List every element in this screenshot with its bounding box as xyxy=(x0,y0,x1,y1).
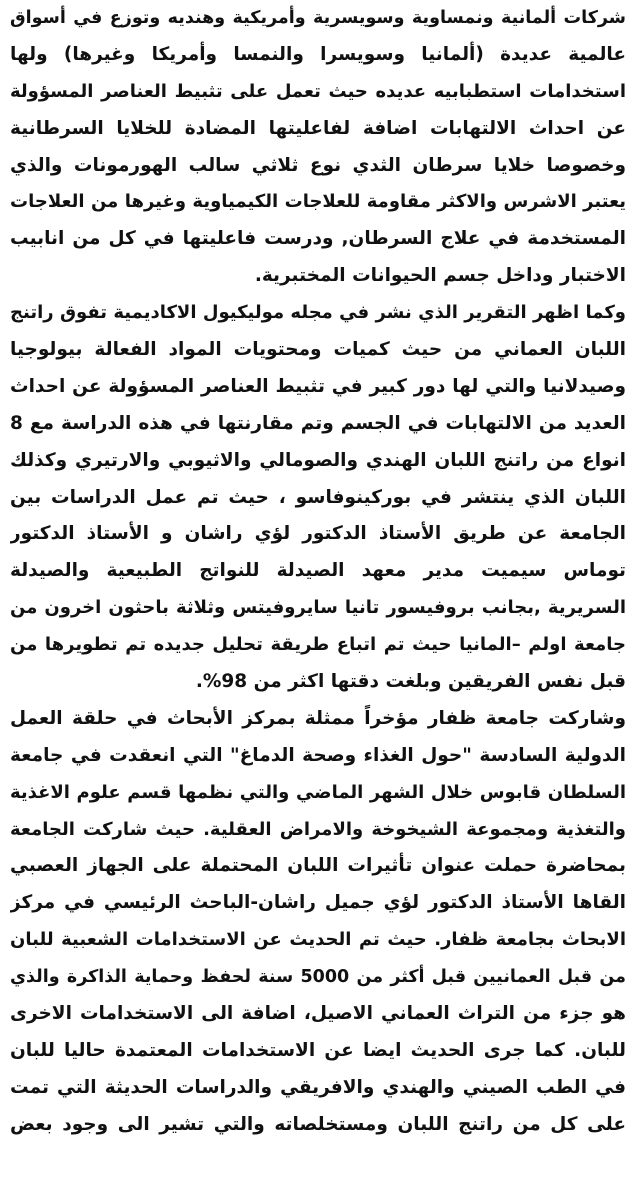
text-line-15: الجامعة عن طريق الأستاذ الدكتور لؤي راشان و الأستاذ الدكتور xyxy=(10,523,626,545)
text-line-3: استخدامات استطبابيه عديده حيث تعمل على تثبيط العناصر المسؤولة xyxy=(10,80,626,102)
text-line-1: شركات ألمانية ونمساوية وسويسرية وأمريكية وهنديه وتوزع في أسواق xyxy=(10,8,626,28)
text-line-7: المستخدمة في علاج السرطان, ودرست فاعليتها في كل من انابيب xyxy=(10,228,626,250)
article-body xyxy=(10,0,626,1144)
text-line-23: والتغذية ومجموعة الشيخوخة والامراض العقلية. حيث شاركت الجامعة xyxy=(10,818,626,840)
text-line-8: الاختبار وداخل جسم الحيوانات المختبرية. xyxy=(254,265,626,287)
text-line-29: للبان. كما جرى الحديث ايضا عن الاستخدامات المعتمدة حاليا للبان xyxy=(10,1039,626,1061)
text-line-18: جامعة اولم –المانيا حيث تم اتباع طريقة تحليل جديده تم تطويرها من xyxy=(10,634,626,656)
text-line-14: اللبان الذي ينتشر في بوركينوفاسو ، حيث تم عمل الدراسات بين xyxy=(10,486,626,508)
text-line-19: قبل نفس الفريقين وبلغت دقتها اكثر من 98%. xyxy=(195,671,626,693)
text-line-26: الابحاث بجامعة ظفار. حيث تم الحديث عن الاستخدامات الشعبية للبان xyxy=(10,929,626,951)
text-line-17: السريرية ,بجانب بروفيسور تانيا سايروفيتس وثلاثة باحثون اخرون من xyxy=(10,597,626,619)
text-line-31: على كل من راتنج اللبان ومستخلصاته والتي تشير الى وجود بعض xyxy=(10,1113,626,1135)
text-line-22: السلطان قابوس خلال الشهر الماضي والتي نظمها قسم علوم الاغذية xyxy=(10,781,626,803)
text-line-6: يعتبر الاشرس والاكثر مقاومة للعلاجات الكيمياوية وغيرها من العلاجات xyxy=(10,191,626,213)
text-line-25: القاها الأستاذ الدكتور لؤي جميل راشان-الباحث الرئيسي في مركز xyxy=(10,892,626,914)
text-line-4: عن احداث الالتهابات اضافة لفاعليتها المضادة للخلايا السرطانية xyxy=(10,117,626,139)
text-line-16: توماس سيميت مدير معهد الصيدلة للنواتج الطبيعية والصيدلة xyxy=(10,560,626,582)
text-line-21: الدولية السادسة "حول الغذاء وصحة الدماغ" التي انعقدت في جامعة xyxy=(10,744,626,766)
text-line-11: وصيدلانيا والتي لها دور كبير في تثبيط العناصر المسؤولة عن احداث xyxy=(10,375,626,397)
text-line-12: العديد من الالتهابات في الجسم وتم مقارنتها في هذه الدراسة مع 8 xyxy=(10,412,626,434)
text-line-10: اللبان العماني من حيث كميات ومحتويات المواد الفعالة بيولوجيا xyxy=(10,339,626,361)
text-line-24: بمحاضرة حملت عنوان تأثيرات اللبان المحتملة على الجهاز العصبي xyxy=(10,855,626,877)
text-line-5: وخصوصا خلايا سرطان الثدي نوع ثلاثي سالب الهورمونات والذي xyxy=(10,154,626,176)
text-line-20: وشاركت جامعة ظفار مؤخراً ممثلة بمركز الأبحاث في حلقة العمل xyxy=(10,707,626,729)
text-line-9: وكما اظهر التقرير الذي نشر في مجله موليكيول الاكاديمية تفوق راتنج xyxy=(10,302,626,324)
text-line-28: هو جزء من التراث العماني الاصيل، اضافة الى الاستخدامات الاخرى xyxy=(10,1003,626,1025)
text-line-13: انواع من راتنج اللبان الهندي والصومالي والاثيوبي والارتيري وكذلك xyxy=(10,449,626,471)
text-line-30: في الطب الصيني والهندي والافريقي والدراسات الحديثة التي تمت xyxy=(10,1076,626,1098)
text-line-27: من قبل العمانيين قبل أكثر من 5000 سنة لحفظ وحماية الذاكرة والذي xyxy=(10,967,626,988)
text-line-2: عالمية عديدة (ألمانيا وسويسرا والنمسا وأمريكا وغيرها) ولها xyxy=(10,43,626,65)
